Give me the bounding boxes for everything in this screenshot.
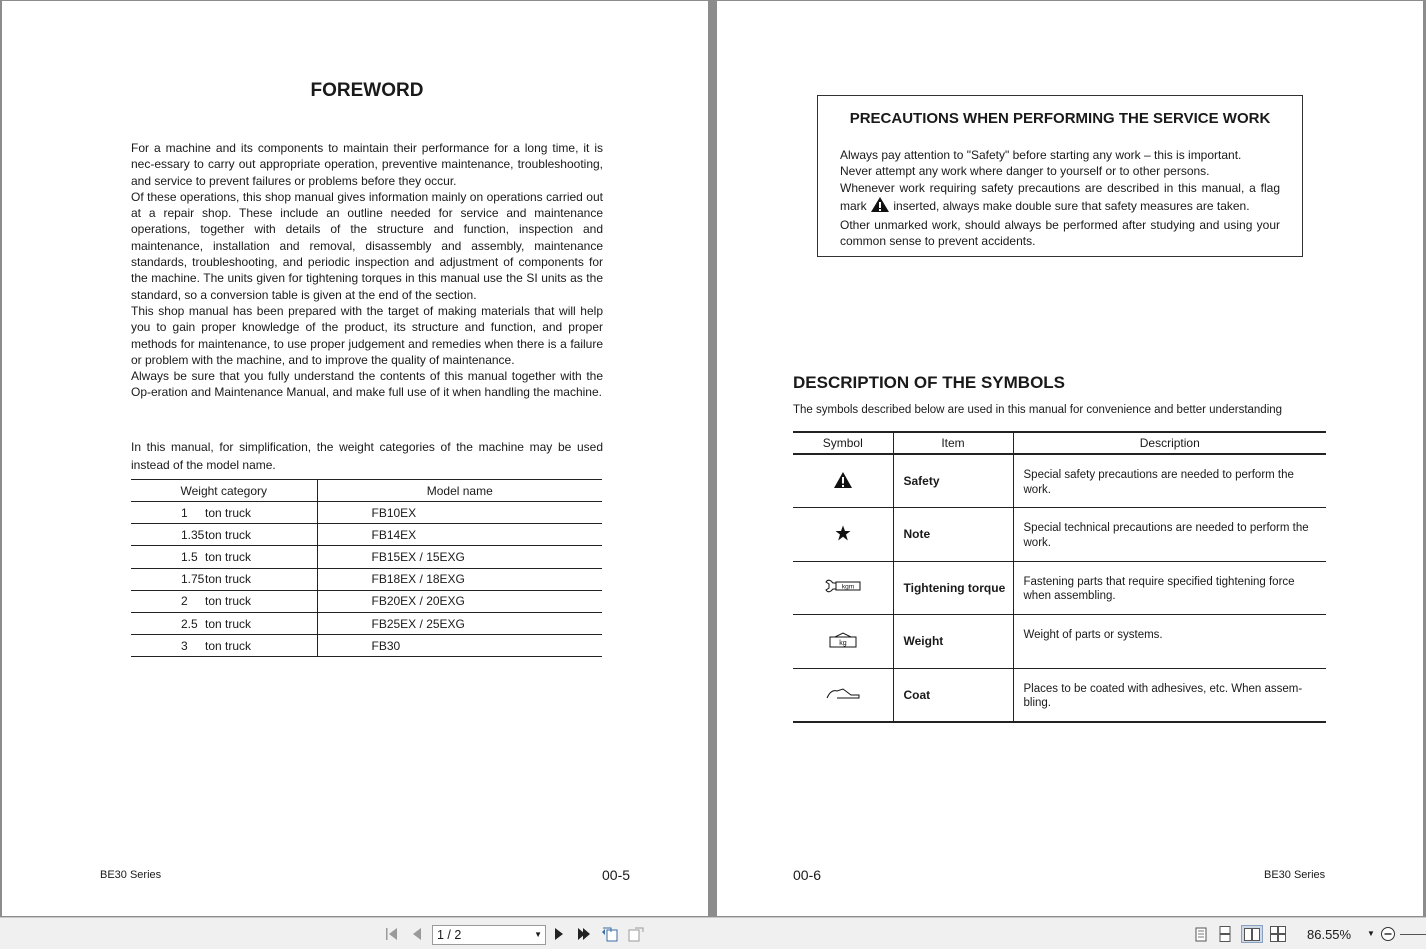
- weight-category-cell: [131, 524, 317, 546]
- weight-unit: ton truck: [205, 505, 252, 520]
- model-name-cell: FB15EX / 15EXG: [317, 546, 602, 568]
- model-name-cell: FB10EX: [317, 502, 602, 524]
- foreword-paragraph-1: For a machine and its components to maintain their performance for a long time, it is nec-essary to carry out appropriate operation, preventive maintenance, troubleshooting, and service to prevent failures or problems before they occur.: [131, 141, 603, 188]
- weight-table-row: [131, 590, 602, 612]
- foreword-title: FOREWORD: [310, 80, 424, 101]
- weight-table-row: [131, 612, 602, 634]
- page-right: [717, 1, 1423, 916]
- precautions-line-3b: inserted, always make double sure that safety measures are taken.: [893, 198, 1250, 213]
- weight-unit: ton truck: [205, 549, 252, 564]
- weight-unit: ton truck: [205, 638, 252, 653]
- weight-value: 1.5: [181, 549, 198, 564]
- model-name-cell: FB18EX / 18EXG: [317, 568, 602, 590]
- foreword-paragraph-4: Always be sure that you fully understand the contents of this manual together with the Op-eration and Maintenance Manual, and make full use of it when handling the machine.: [131, 369, 603, 400]
- precautions-line-4: Other unmarked work, should always be performed after studying and using your common sense to prevent accidents.: [840, 218, 1280, 249]
- description-header: Description: [1013, 432, 1326, 454]
- weight-kg-icon: [827, 638, 859, 652]
- svg-text:kg: kg: [839, 639, 847, 647]
- symbol-row-weight: [793, 615, 1326, 669]
- model-name-cell: FB20EX / 20EXG: [317, 590, 602, 612]
- model-name-cell: FB30: [317, 635, 602, 657]
- precautions-line-1: Always pay attention to "Safety" before starting any work – this is important.: [840, 148, 1242, 162]
- precautions-box: [817, 95, 1303, 257]
- weight-category-cell: [131, 546, 317, 568]
- symbol-description: Fastening parts that require specified tightening force when assembling.: [1013, 561, 1326, 615]
- wrench-kgm-icon: [824, 583, 862, 597]
- page-number-field[interactable]: [432, 925, 546, 945]
- symbol-cell: [793, 668, 893, 722]
- weight-intro: In this manual, for simplification, the weight categories of the machine may be used instead of the model name.: [131, 440, 603, 472]
- weight-category-cell: [131, 590, 317, 612]
- single-page-view-icon[interactable]: [1192, 926, 1210, 942]
- weight-value: 2.5: [181, 616, 198, 631]
- weight-category-cell: [131, 568, 317, 590]
- weight-category-cell: [131, 612, 317, 634]
- weight-table-row: [131, 524, 602, 546]
- page-indicator: 1 / 2: [437, 928, 462, 942]
- zoom-slider[interactable]: [1400, 934, 1426, 935]
- precautions-line-2: Never attempt any work where danger to yourself or to other persons.: [840, 164, 1210, 179]
- symbol-description: Special technical precautions are needed to perform the work.: [1013, 508, 1326, 562]
- weight-category-header: Weight category: [131, 480, 317, 502]
- weight-table-row: [131, 568, 602, 590]
- zoom-level[interactable]: 86.55%: [1307, 927, 1352, 942]
- weight-category-cell: [131, 502, 317, 524]
- warning-triangle-icon: [870, 196, 890, 217]
- zoom-out-button[interactable]: [1379, 926, 1397, 942]
- symbol-row-note: [793, 508, 1326, 562]
- weight-table-row: [131, 546, 602, 568]
- symbols-table: [793, 431, 1326, 723]
- last-page-button[interactable]: [575, 926, 593, 942]
- symbol-cell: [793, 561, 893, 615]
- precautions-line-3a: Whenever work requiring safety precautions are described in this manual, a flag mark: [840, 180, 1280, 213]
- symbol-description: Places to be coated with adhesives, etc. When assem-bling.: [1013, 668, 1326, 722]
- model-name-cell: FB14EX: [317, 524, 602, 546]
- star-icon: [835, 530, 851, 544]
- foreword-paragraphs: [131, 140, 603, 401]
- next-page-button[interactable]: [550, 926, 568, 942]
- weight-value: 1.35: [181, 527, 205, 542]
- previous-view-button[interactable]: [601, 926, 619, 942]
- symbols-intro: The symbols described below are used in this manual for convenience and better understanding: [793, 404, 1283, 416]
- symbol-cell: [793, 508, 893, 562]
- first-page-button[interactable]: [383, 926, 401, 942]
- precautions-title: PRECAUTIONS WHEN PERFORMING THE SERVICE WORK: [849, 110, 1271, 127]
- weight-category-table: [131, 479, 602, 657]
- next-view-button[interactable]: [627, 926, 645, 942]
- chevron-down-icon[interactable]: ▼: [534, 930, 542, 939]
- viewer-toolbar: [0, 917, 1426, 949]
- two-page-continuous-view-icon[interactable]: [1269, 926, 1287, 942]
- symbol-row-safety: [793, 454, 1326, 508]
- symbol-row-tightening-torque: [793, 561, 1326, 615]
- weight-category-cell: [131, 635, 317, 657]
- symbol-item: Weight: [893, 615, 1013, 669]
- coat-icon: [825, 689, 861, 703]
- footer-series: BE30 Series: [1264, 869, 1326, 881]
- symbol-description: Special safety precautions are needed to perform the work.: [1013, 454, 1326, 508]
- warning-triangle-icon: [833, 478, 853, 492]
- item-header: Item: [893, 432, 1013, 454]
- symbol-item: Coat: [893, 668, 1013, 722]
- weight-table-row: [131, 635, 602, 657]
- weight-value: 2: [181, 594, 188, 609]
- zoom-dropdown-icon[interactable]: ▼: [1367, 929, 1375, 938]
- symbol-item: Safety: [893, 454, 1013, 508]
- model-name-cell: FB25EX / 25EXG: [317, 612, 602, 634]
- two-page-view-icon[interactable]: [1241, 925, 1263, 943]
- weight-unit: ton truck: [205, 527, 252, 542]
- previous-page-button[interactable]: [408, 926, 426, 942]
- precautions-line-3: [840, 180, 1280, 218]
- symbol-item: Tightening torque: [893, 561, 1013, 615]
- precautions-text: [840, 147, 1280, 250]
- weight-value: 1: [181, 505, 188, 520]
- svg-text:kgm: kgm: [841, 583, 854, 591]
- weight-unit: ton truck: [205, 572, 252, 587]
- symbol-row-coat: [793, 668, 1326, 722]
- footer-series: BE30 Series: [100, 869, 162, 881]
- weight-unit: ton truck: [205, 594, 252, 609]
- footer-page-number: 00-5: [602, 867, 631, 883]
- page-left: [2, 1, 708, 916]
- symbol-description: Weight of parts or systems.: [1013, 615, 1326, 669]
- symbol-cell: [793, 615, 893, 669]
- symbol-cell: [793, 454, 893, 508]
- weight-table-row: [131, 502, 602, 524]
- weight-value: 3: [181, 638, 188, 653]
- symbol-header: Symbol: [793, 432, 893, 454]
- foreword-paragraph-2: Of these operations, this shop manual gives information mainly on operations carried out at a repair shop. These include an outline needed for service and maintenance operations, together with details of the structure and function, inspection and maintenance, installation and removal, disassembly and assembly, maintenance standards, troubleshooting, and periodic inspection and adjustment of components for the machine. The units given for tightening torques in this manual use the SI units as the standard, so a conversion table is given at the end of the section.: [131, 189, 603, 302]
- footer-page-number: 00-6: [793, 867, 822, 883]
- symbols-heading: DESCRIPTION OF THE SYMBOLS: [793, 373, 1066, 392]
- weight-unit: ton truck: [205, 616, 252, 631]
- symbol-item: Note: [893, 508, 1013, 562]
- continuous-view-icon[interactable]: [1216, 926, 1234, 942]
- foreword-paragraph-3: This shop manual has been prepared with the target of making materials that will help you to gain proper knowledge of the product, its structure and function, and proper methods for maintenance, to use proper judgement and remedies when there is a failure or problem with the machine, and to improve the quality of maintenance.: [131, 303, 603, 367]
- model-name-header: Model name: [317, 480, 602, 502]
- weight-value: 1.75: [181, 572, 205, 587]
